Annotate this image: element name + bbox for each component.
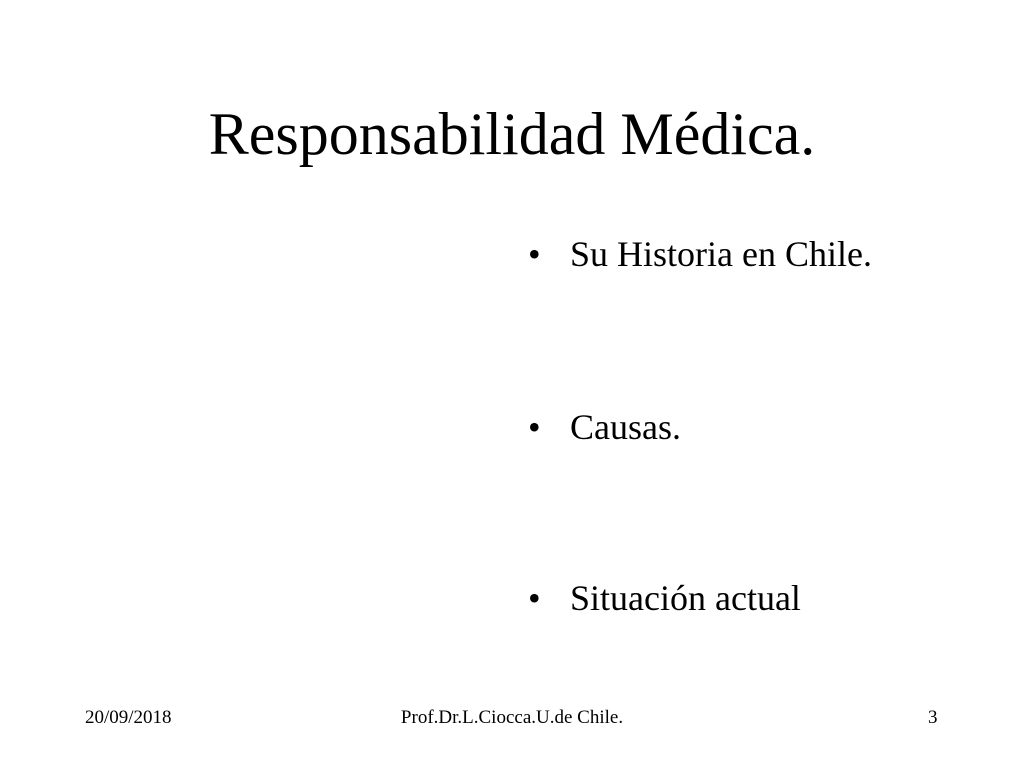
slide-title: Responsabilidad Médica. bbox=[208, 101, 816, 167]
bullet-marker: • bbox=[528, 407, 541, 447]
bullet-text: Su Historia en Chile. bbox=[570, 234, 872, 274]
bullet-marker: • bbox=[528, 234, 541, 274]
footer-author: Prof.Dr.L.Ciocca.U.de Chile. bbox=[400, 707, 624, 728]
bullet-text: Situación actual bbox=[570, 578, 801, 618]
footer-page-number: 3 bbox=[928, 707, 938, 728]
footer-date: 20/09/2018 bbox=[85, 707, 172, 728]
bullet-text: Causas. bbox=[570, 407, 681, 447]
bullet-marker: • bbox=[528, 578, 541, 618]
